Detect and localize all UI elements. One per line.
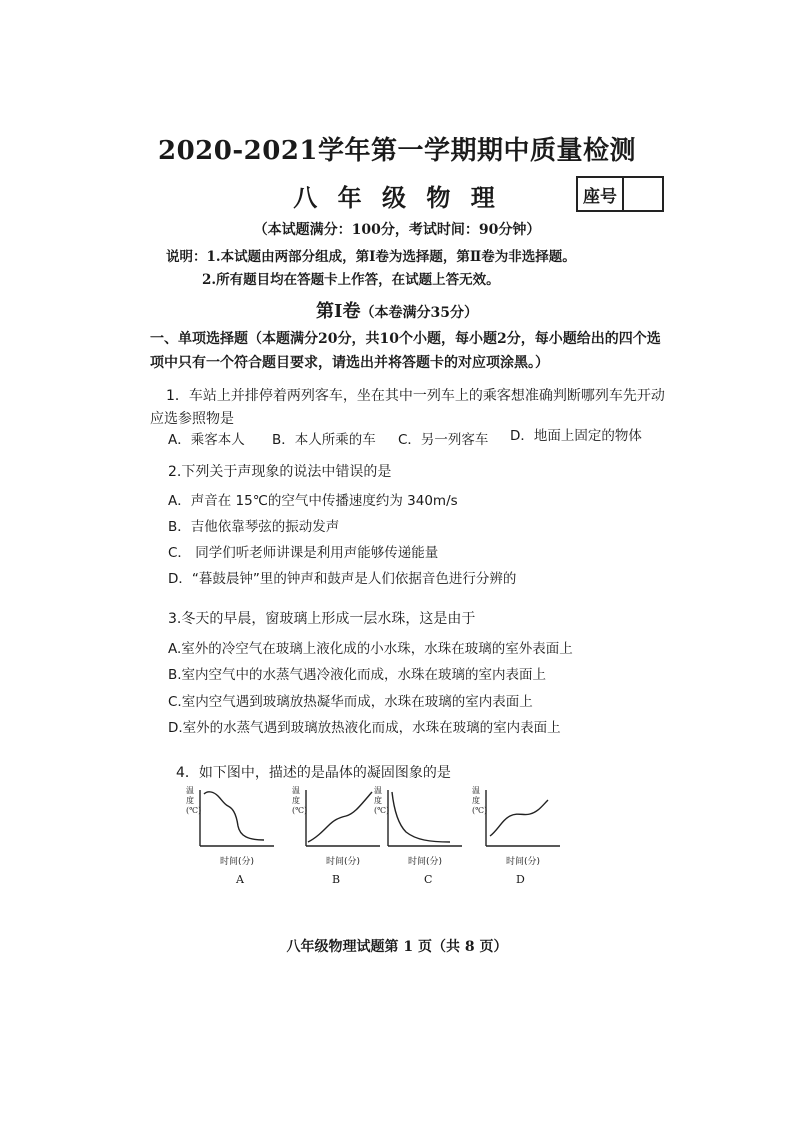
graph-d xyxy=(470,786,570,867)
subject-title: 八 年 级 物 理 xyxy=(293,183,501,212)
graph-a xyxy=(184,786,284,867)
graph-c-ylabel: 温度(℃) xyxy=(374,786,390,815)
graph-b-xlabel: 时间(分) xyxy=(326,857,361,867)
q2-option-a: A．声音在 15℃的空气中传播速度约为 340m/s xyxy=(168,493,458,509)
page-footer: 八年级物理试题第 1 页（共 8 页） xyxy=(286,939,508,955)
q2-option-d: D．“暮鼓晨钟”里的钟声和鼓声是人们依据音色进行分辨的 xyxy=(168,571,517,587)
graph-a-label: A xyxy=(236,873,244,886)
q2-stem: 2.下列关于声现象的说法中错误的是 xyxy=(168,464,392,480)
section-heading-line1: 一、单项选择题（本题满分20分，共10个小题，每小题2分，每小题给出的四个选 xyxy=(150,331,661,347)
q1-stem-line2: 应选参照物是 xyxy=(150,411,234,427)
q1-option-d: D．地面上固定的物体 xyxy=(510,428,642,444)
graph-d-plot xyxy=(470,786,570,852)
q1-stem-line1: 1．车站上并排停着两列客车，坐在其中一列车上的乘客想准确判断哪列车先开动 xyxy=(166,388,665,404)
graph-b-label: B xyxy=(332,873,341,886)
seat-label: 座号 xyxy=(578,178,624,210)
q1-option-b: B．本人所乘的车 xyxy=(272,432,376,448)
q3-option-c: C.室内空气遇到玻璃放热凝华而成，水珠在玻璃的室内表面上 xyxy=(168,694,533,710)
part-title: 第Ⅰ卷 xyxy=(316,301,361,322)
q2-option-b: B．吉他依靠琴弦的振动发声 xyxy=(168,519,340,535)
instruction-1: 说明：1.本试题由两部分组成，第Ⅰ卷为选择题，第Ⅱ卷为非选择题。 xyxy=(166,249,576,265)
graph-a-xlabel: 时间(分) xyxy=(220,857,255,867)
q3-stem: 3.冬天的早晨，窗玻璃上形成一层水珠，这是由于 xyxy=(168,611,476,627)
graph-c xyxy=(372,786,472,867)
q1-option-a: A．乘客本人 xyxy=(168,432,245,448)
q4-stem: 4．如下图中，描述的是晶体的凝固图象的是 xyxy=(176,765,451,781)
part-heading xyxy=(0,297,794,323)
q3-option-a: A.室外的冷空气在玻璃上液化成的小水珠，水珠在玻璃的室外表面上 xyxy=(168,641,573,657)
instruction-2: 2.所有题目均在答题卡上作答，在试题上答无效。 xyxy=(202,272,500,288)
section-heading-line2: 项中只有一个符合题目要求，请选出并将答题卡的对应项涂黑。） xyxy=(150,355,549,371)
graph-d-ylabel: 温度(℃) xyxy=(472,786,488,815)
seat-blank xyxy=(624,178,662,210)
graph-c-plot xyxy=(372,786,472,852)
graph-a-plot xyxy=(184,786,284,852)
seat-number-box xyxy=(576,176,664,212)
q2-option-c: C． 同学们听老师讲课是利用声能够传递能量 xyxy=(168,545,439,561)
q1-option-c: C．另一列客车 xyxy=(398,432,489,448)
graph-c-label: C xyxy=(424,873,433,886)
graph-b-ylabel: 温度(℃) xyxy=(292,786,308,815)
q3-option-b: B.室内空气中的水蒸气遇冷液化而成，水珠在玻璃的室内表面上 xyxy=(168,667,547,683)
graph-d-label: D xyxy=(516,873,525,886)
graph-a-ylabel: 温度(℃) xyxy=(186,786,202,815)
part-score: （本卷满分35分） xyxy=(360,305,478,321)
graph-d-xlabel: 时间(分) xyxy=(506,857,541,867)
graph-c-xlabel: 时间(分) xyxy=(408,857,443,867)
exam-title: 2020-2021学年第一学期期中质量检测 xyxy=(157,136,637,166)
exam-meta: （本试题满分：100分，考试时间：90分钟） xyxy=(253,222,541,238)
q3-option-d: D.室外的水蒸气遇到玻璃放热液化而成，水珠在玻璃的室内表面上 xyxy=(168,720,561,736)
